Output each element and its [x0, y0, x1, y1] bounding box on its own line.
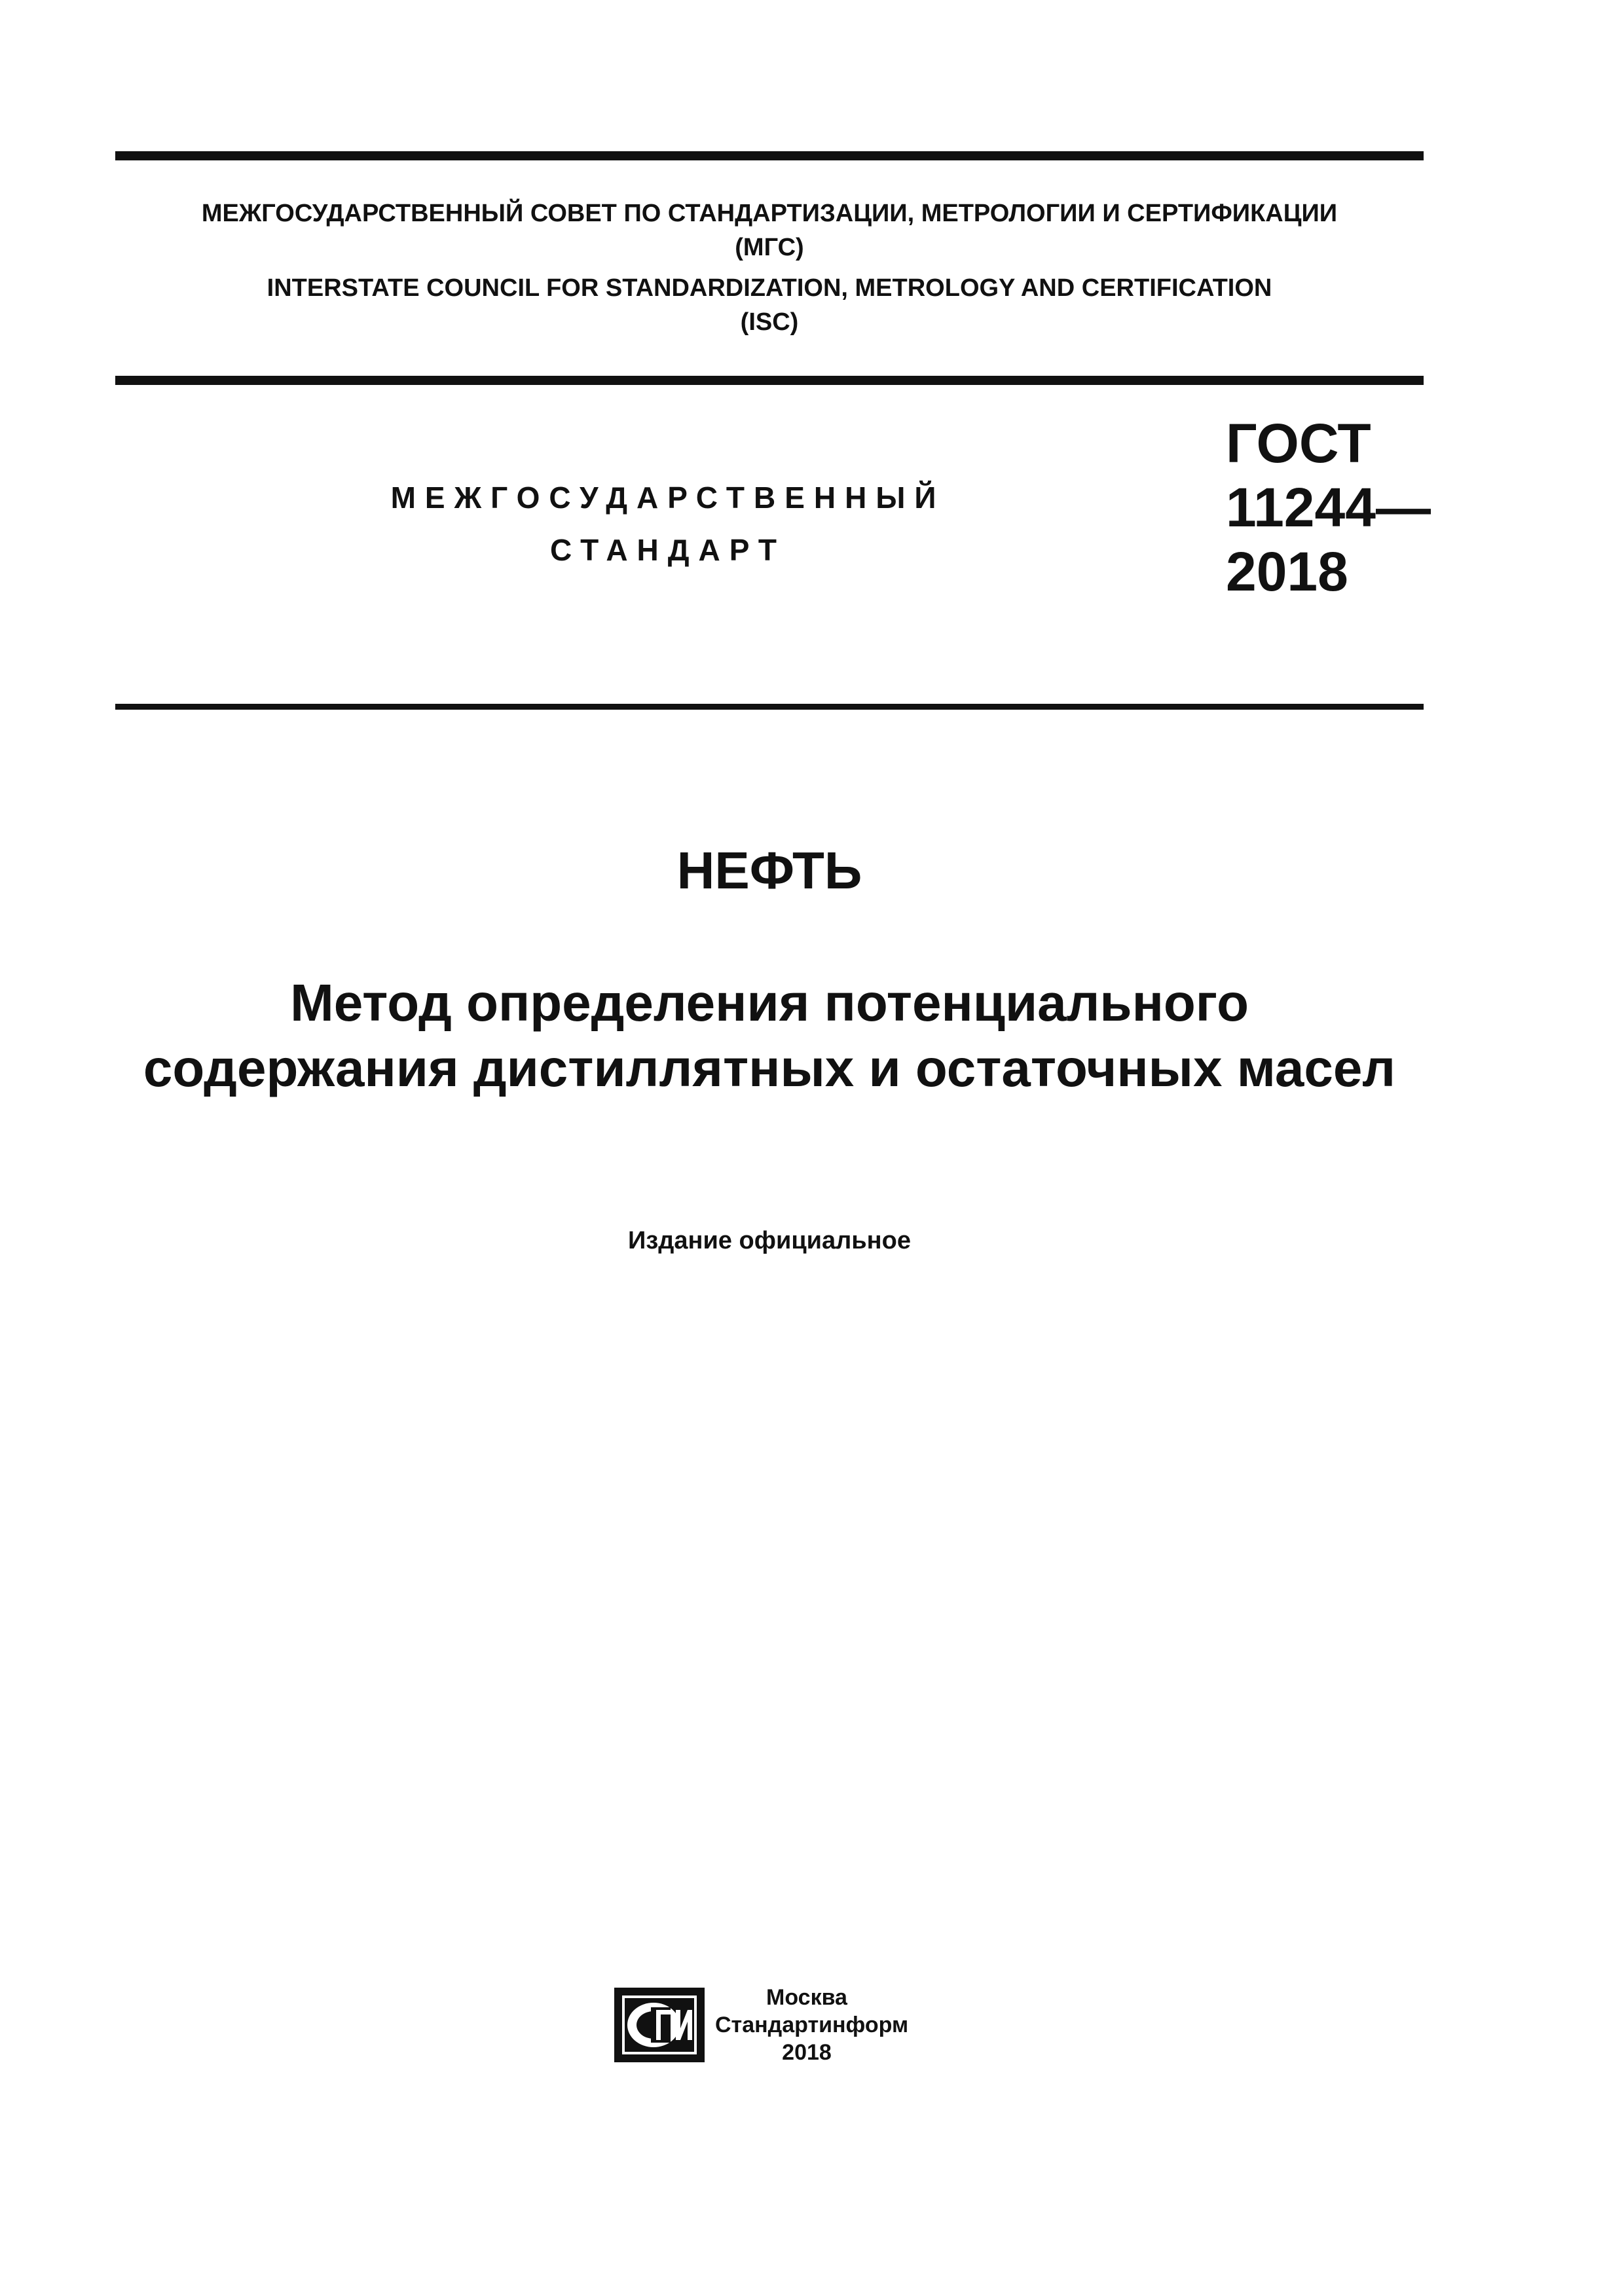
gost-year: 2018	[1226, 541, 1348, 602]
document-title: НЕФТЬ	[676, 841, 862, 900]
publisher-year: 2018	[782, 2040, 832, 2065]
council-header	[115, 196, 1424, 339]
edition-note: Издание официальное	[628, 1227, 911, 1254]
publisher-city: Москва	[766, 1985, 847, 2010]
publisher-info	[715, 1984, 909, 2066]
council-en-name: INTERSTATE COUNCIL FOR STANDARDIZATION, METROLOGY AND CERTIFICATION	[267, 274, 1272, 302]
document-subtitle-line2: содержания дистиллятных и остаточных масел	[143, 1039, 1396, 1097]
council-ru-name: МЕЖГОСУДАРСТВЕННЫЙ СОВЕТ ПО СТАНДАРТИЗАЦИИ, МЕТРОЛОГИИ И СЕРТИФИКАЦИИ	[201, 200, 1338, 227]
standard-type-line2: СТАНДАРТ	[550, 533, 786, 567]
standard-type-line1: МЕЖГОСУДАРСТВЕННЫЙ	[390, 481, 946, 515]
council-ru-abbreviation: (МГС)	[735, 234, 804, 261]
council-en-abbreviation: (ISC)	[740, 308, 799, 336]
gost-prefix: ГОСТ	[1226, 412, 1371, 474]
top-rule	[115, 151, 1424, 160]
gost-designation	[1226, 411, 1431, 604]
document-subtitle-line1: Метод определения потенциального	[290, 974, 1249, 1032]
document-subtitle	[115, 970, 1424, 1101]
publisher-name: Стандартинформ	[715, 2013, 909, 2037]
standard-type-label	[301, 471, 1035, 576]
standartinform-logo-icon	[614, 1988, 705, 2062]
middle-rule	[115, 376, 1424, 385]
gost-number: 11244—	[1226, 477, 1431, 538]
lower-rule	[115, 704, 1424, 710]
